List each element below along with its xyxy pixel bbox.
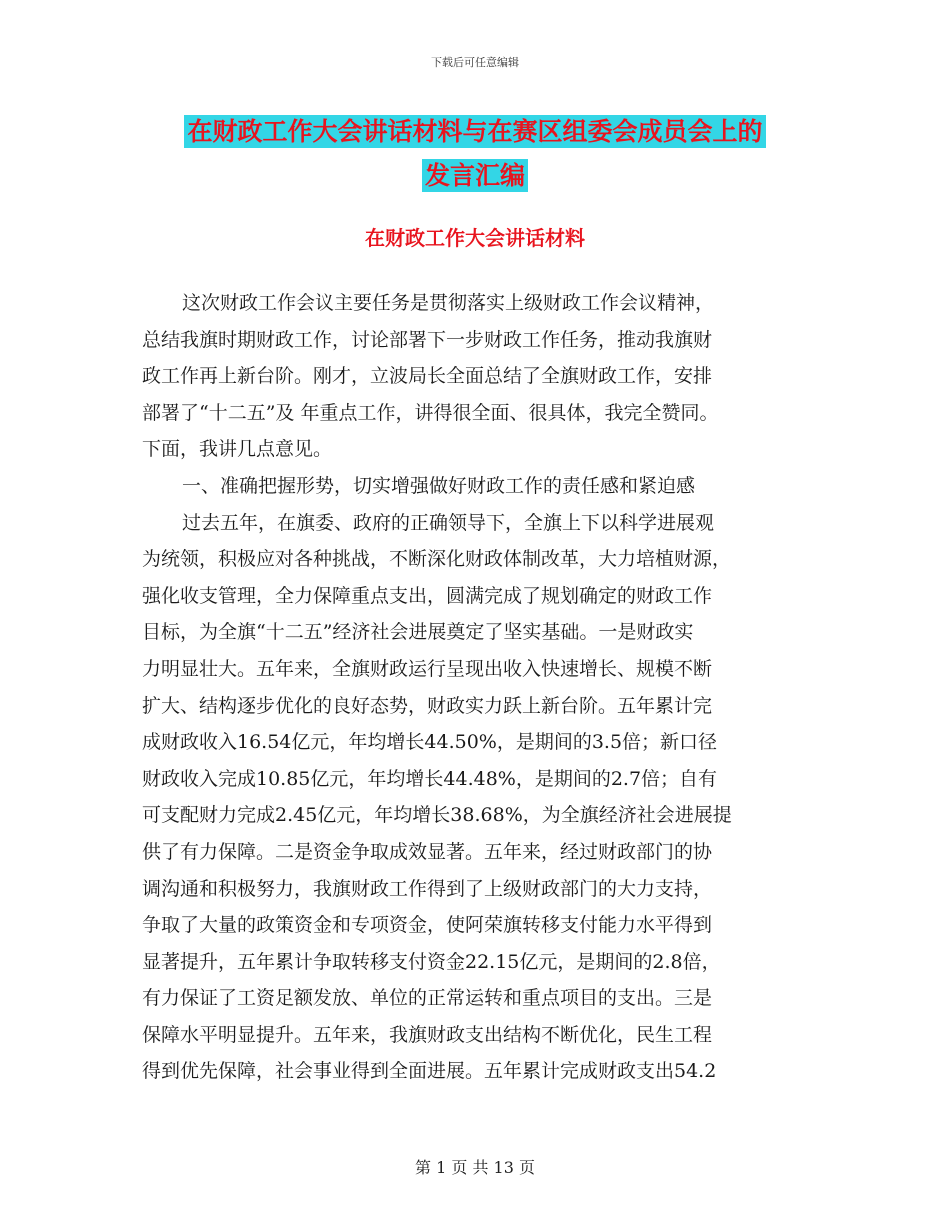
body-line: 得到优先保障，社会事业得到全面进展。五年累计完成财政支出54.2 [142,1060,717,1083]
body-text [142,285,822,1090]
page-number: 第 1 页 共 13 页 [415,1158,535,1177]
body-line: 调沟通和积极努力，我旗财政工作得到了上级财政部门的大力支持， [142,877,713,900]
document-title-line-1-text: 在财政工作大会讲话材料与在赛区组委会成员会上的 [184,115,765,148]
document-title-line-2 [0,156,950,192]
header-note: 下载后可任意编辑 [431,56,519,69]
document-title-line-1 [0,112,950,148]
body-line: 力明显壮大。五年来，全旗财政运行呈现出收入快速增长、规模不断 [142,657,713,680]
body-line: 财政收入完成10.85亿元，年均增长44.48%，是期间的2.7倍；自有 [142,767,718,790]
body-line: 这次财政工作会议主要任务是贯彻落实上级财政工作会议精神， [182,292,715,314]
body-line: 过去五年，在旗委、政府的正确领导下，全旗上下以科学进展观 [182,511,715,534]
body-line: 有力保证了工资足额发放、单位的正常运转和重点项目的支出。三是 [142,987,713,1010]
body-line: 争取了大量的政策资金和专项资金，使阿荣旗转移支付能力水平得到 [142,914,713,937]
body-line: 总结我旗时期财政工作，讨论部署下一步财政工作任务，推动我旗财 [142,328,713,351]
body-heading-line: 一、准确把握形势，切实增强做好财政工作的责任感和紧迫感 [182,474,696,497]
body-line: 目标，为全旗“十二五”经济社会进展奠定了坚实基础。一是财政实 [142,621,694,644]
body-line: 为统领，积极应对各种挑战，不断深化财政体制改革，大力培植财源， [142,548,732,571]
body-line: 显著提升，五年累计争取转移支付资金22.15亿元，是期间的2.8倍， [142,950,721,973]
body-line: 政工作再上新台阶。刚才，立波局长全面总结了全旗财政工作，安排 [142,365,713,388]
body-line: 保障水平明显提升。五年来，我旗财政支出结构不断优化，民生工程 [142,1023,713,1046]
body-line: 下面，我讲几点意见。 [142,438,333,461]
body-line: 强化收支管理，全力保障重点支出，圆满完成了规划确定的财政工作 [142,584,713,607]
section-title: 在财政工作大会讲话材料 [365,226,585,250]
body-line: 成财政收入16.54亿元，年均增长44.50%，是期间的3.5倍；新口径 [142,731,718,754]
body-line: 部署了“十二五”及 年重点工作，讲得很全面、很具体，我完全赞同。 [142,401,719,424]
body-line: 可支配财力完成2.45亿元，年均增长38.68%，为全旗经济社会进展提 [142,804,732,827]
body-line: 供了有力保障。二是资金争取成效显著。五年来，经过财政部门的协 [142,840,713,863]
document-title-line-2-text: 发言汇编 [422,159,528,192]
body-line: 扩大、结构逐步优化的良好态势，财政实力跃上新台阶。五年累计完 [142,694,713,717]
